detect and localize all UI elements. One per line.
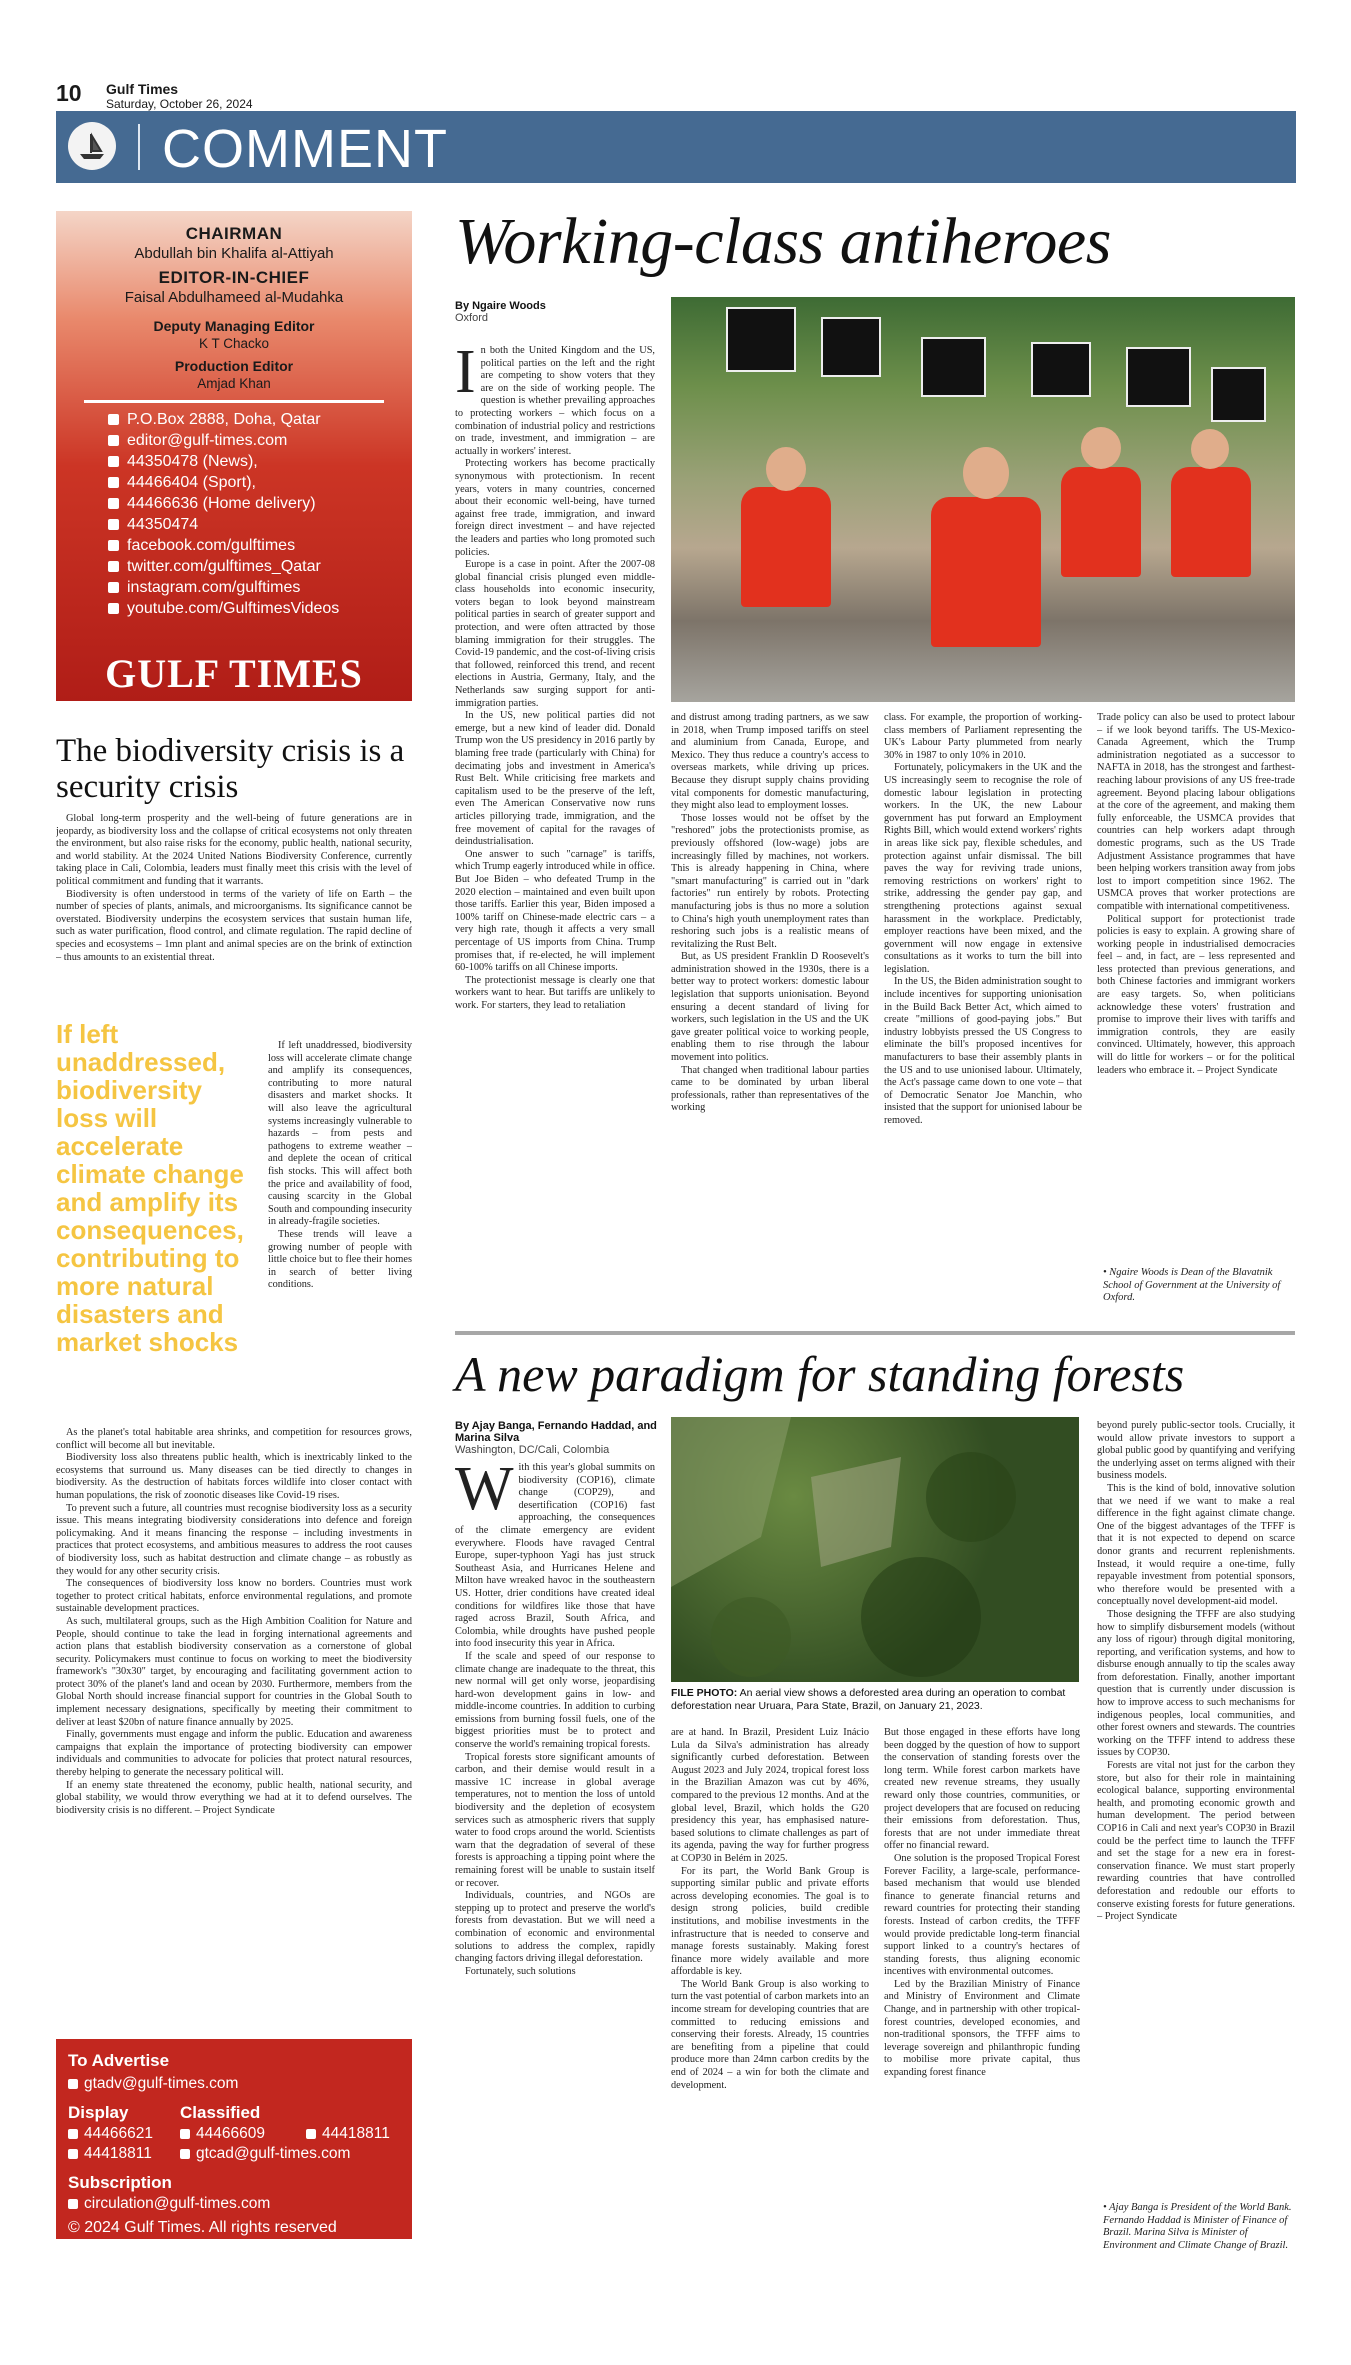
ship-logo-icon: [68, 122, 116, 170]
photo-caption: FILE PHOTO: An aerial view shows a deforested area during an operation to combat deforestation near Uruara, Para State, Brazil, on January 21, 2023.: [671, 1687, 1066, 1712]
article1-author: By Ngaire Woods: [455, 300, 546, 312]
section-divider: [455, 1331, 1295, 1335]
forest-texture: [671, 1417, 1079, 1682]
email-icon: [68, 2079, 78, 2089]
contact-list: [56, 409, 412, 619]
chairman-name: Abdullah bin Khalifa al-Attiyah: [134, 245, 334, 262]
email-icon: [108, 435, 119, 446]
left-body: As the planet's total habitable area shrinks, and competition for resources grows, conflict will become all but inevitable. Biodiversity loss also threatens public health, which is inextricably linked to the ecosystems that surround us. Many diseases can be tied directly to changes in biodiversity. As the destruction of habitats forces wildlife into closer contact with human populations, the risk of zoonotic diseases like Covid-19 rises. To prevent such a future, all countries must recognise biodiversity loss as a security issue. This means integrating biodiversity considerations into defence and foreign policymaking. And it means financing the response – including investments in practices that protect ecosystems, and ambitious measures to address the root causes of biodiversity loss, such as habitat destruction and climate change – as robustly as they would for any other security crisis. The consequences of biodiversity loss know no borders. Countries must work together to protect critical habitats, enforce environmental regulations, and promote sustainable development practices. As such, multilateral groups, such as the High Ambition Coalition for Nature and People, should continue to take the lead in forging international agreements and action plans that establish biodiversity conservation as a cornerstone of global security. Policymakers must continue to focus on working to meet the biodiversity framework's "30x30" target, by encouraging and facilitating government action to protect 30% of the planet's land and ocean by 2030. Furthermore, members from the Global North should increase financial support for countries in the Global South to implement necessary designations, specifically by meeting their commitment to deliver at least $20bn of nature finance annually by 2025. Finally, governments must engage and inform the public. Education and awareness campaigns that explain the importance of protecting biodiversity can empower individuals and communities to advocate for policies that protect natural resources, thereby helping to generate the necessary political will. If an enemy state threatened the economy, public health, national security, and global stability, we would throw everything we had at it to defend ourselves. The biodiversity crisis is no different. – Project Syndicate: [56, 1427, 412, 1816]
instagram-icon: [108, 582, 119, 593]
article1-col-1: In both the United Kingdom and the US, political parties on the left and the right are competing to show voters that they are on the side of working people. The question is whether prevailing approaches to protecting workers – which focus on a combination of industrial policy and restrictions on trade, investment, and immigration – are actually in workers' interest. Protecting workers has become practically synonymous with protectionism. In recent years, voters in many countries, concerned about their economic well-being, have turned against free trade, immigration, and inward foreign direct investment – and have rejected the leaders and parties who long promoted such policies. Europe is a case in point. After the 2007-08 global financial crisis plunged even middle-class households into economic insecurity, voters began to look beyond mainstream political parties in search of greater support and protection, and were often attracted by those blaming immigration for their struggles. The Covid-19 pandemic, and the cost-of-living crisis that followed, reinforced this trend, and recent elections in Austria, Germany, Italy, and the Netherlands saw surging support for anti-immigration parties. In the US, new political parties did not emerge, but a new kind of leader did. Donald Trump won the US presidency in 2016 partly by blaming free trade (particularly with China) for decimating jobs and investment in America's Rust Belt. While criticising free markets and capitalism used to be the preserve of the left, even The American Conservative now runs articles pillorying trade, immigration, and the free movement of capital for the ravages of deindustrialisation. One answer to such "carnage" is tariffs, which Trump eagerly introduced while in office. But Joe Biden – who defeated Trump in the 2020 election – maintained and even built upon those tariffs. Earlier this year, Biden imposed a 100% tariff on Chinese-made electric cars – a very high rate, though it affects a very small percentage of US imports from China. Trump promises that, if re-elected, he will implement 60-100% tariffs on all Chinese imports. The protectionist message is clearly one that workers want to hear. But tariffs are unlikely to work. For starters, they lead to retaliation: [455, 345, 655, 1011]
article2-author-note: • Ajay Banga is President of the World Bank. Fernando Haddad is Minister of Finance of Brazil. Marina Silva is Minister of Environment and Climate Change of Brazil.: [1103, 2202, 1292, 2251]
deputy-name: K T Chacko: [198, 336, 270, 351]
editor-name: Faisal Abdulhameed al-Mudahka: [124, 289, 344, 306]
email-icon: [180, 2149, 190, 2159]
chairman-role: CHAIRMAN: [185, 224, 283, 243]
x-icon: [108, 561, 119, 572]
subscription-title: Subscription: [68, 2173, 172, 2192]
gulf-times-logo: GULF TIMES: [105, 651, 363, 696]
left-intro: Global long-term prosperity and the well-being of future generations are in jeopardy, as biodiversity loss and the collapse of critical ecosystems not only threaten the environment, but also raise risks for the economy, public health, national security, and world stability. At the 2024 United Nations Biodiversity Conference, currently taking place in Cali, Colombia, leaders must finally meet this crisis with the level of political commitment and funding that it warrants. Biodiversity is often understood in terms of the variety of life on Earth – the number of species of plants, animals, and microorganisms. Its significance cannot be overstated. Biodiversity underpins the ecosystem services that sustain human life, such as water purification, flood control, and climate regulation. The rapid decline of species and ecosystems – 1mn plant and animal species are on the brink of extinction – thus amounts to an existential threat.: [56, 813, 412, 963]
advertise-box: [56, 2039, 412, 2239]
article2-col-1: With this year's global summits on biodiversity (COP16), climate change (COP29), and desertification (COP16) fast approaching, the consequences of the climate emergency are evident everywhere. Floods have ravaged Central Europe, super-typhoon Yagi has just struck Southeast Asia, and Hurricanes Helene and Milton have wreaked havoc in the southeastern US. Hotter, drier conditions have created ideal conditions for wildfires like those that have raged across Brazil, South Africa, and Colombia, while droughts have pushed people into food insecurity this year in Africa. If the scale and speed of our response to climate change are inadequate to the threat, this new normal will get only worse, jeopardising hard-won development gains in low- and middle-income countries. In addition to curbing emissions from burning fossil fuels, one of the biggest priorities must be to protect and conserve the world's remaining tropical forests. Tropical forests store significant amounts of carbon, and their demise would result in a massive 1C increase in global average temperatures, not to mention the loss of untold biodiversity and the depletion of ecosystem services such as atmospheric rivers that supply water to food crops around the world. Scientists warn that the degradation of several of these forests is approaching a tipping point where the remaining forest will be unable to sustain itself or recover. Individuals, countries, and NGOs are stepping up to protect and preserve the world's forests from devastation. But we will need a combination of economic and environmental solutions to address the complex, rapidly changing factors driving illegal deforestation. Fortunately, such solutions: [455, 1462, 655, 1977]
article2-byline: [455, 1420, 660, 1456]
email-link[interactable]: editor@gulf-times.com: [108, 430, 412, 451]
phone-icon: [108, 498, 119, 509]
advertise-title: To Advertise: [68, 2051, 170, 2070]
article2-col-3: But those engaged in these efforts have long been dogged by the question of how to support the conservation of standing forests over the long term. While forest carbon markets have created new revenue streams, they usually reward only those countries, communities, or project developers that are focused on reducing their emissions from deforestation. Thus, forests that are not under immediate threat offer no financial reward. One solution is the proposed Tropical Forest Forever Facility, a large-scale, performance-based mechanism that would use blended finance to generate financial returns and reward countries for protecting their standing forests. Instead of carbon credits, the TFFF would provide predictable long-term financial support linked to a country's hectares of standing forests, thus aligning economic incentives with environmental outcomes. Led by the Brazilian Ministry of Finance and Ministry of Environment and Climate Change, and in partnership with other tropical-forest countries, developed economies, and non-traditional sponsors, the TFFF aims to leverage sovereign and philanthropic funding to mobilise more private capital, thus expanding forest finance: [884, 1727, 1080, 2079]
classified-title: Classified: [180, 2103, 261, 2122]
left-headline: The biodiversity crisis is a security crisis: [56, 733, 405, 805]
deputy-role: Deputy Managing Editor: [153, 318, 315, 334]
article2-col-2: are at hand. In Brazil, President Luiz Inácio Lula da Silva's administration has already significantly curbed deforestation. Between August 2023 and July 2024, tropical forest loss in the Brazilian Amazon was cut by 46%, compared to the previous 12 months. And at the global level, Brazil, which holds the G20 presidency this year, has emphasised nature-based solutions to climate challenges as part of its agenda, paving the way for further progress at COP30 in Belém in 2025. For its part, the World Bank Group is supporting similar public and private efforts across developing economies. The goal is to design strong policies, build credible institutions, and mobilise investments in the infrastructure that is needed to conserve and manage forests sustainably. Making forest finance more widely available and more affordable is key. The World Bank Group is also working to turn the vast potential of carbon markets into an income stream for developing countries that are committed to reducing emissions and conserving their forests. Already, 15 countries are benefiting from a pipeline that could produce more than 24mn carbon credits by the end of 2024 – a win for both the climate and development.: [671, 1727, 869, 2091]
fax: 44350474: [108, 514, 412, 535]
production-role: Production Editor: [174, 358, 294, 374]
fax-icon: [108, 519, 119, 530]
phone-icon: [108, 456, 119, 467]
youtube-icon: [108, 603, 119, 614]
address: P.O.Box 2888, Doha, Qatar: [108, 409, 412, 430]
email-icon: [68, 2199, 78, 2209]
paper-name: Gulf Times: [106, 81, 179, 97]
copyright: © 2024 Gulf Times. All rights reserved: [68, 2219, 337, 2236]
production-name: Amjad Khan: [197, 376, 271, 391]
article2-col-4: beyond purely public-sector tools. Crucially, it would allow private investors to support a global public good by quantifying and verifying the underlying asset on terms aligned with their business models. This is the kind of bold, innovative solution that we need if we want to make a real difference in the fight against climate change. One of the biggest advantages of the TFFF is that it is not expected to depend on scarce donor grants and recurrent replenishments. Instead, it would require a one-time, fully repayable investment from potential sponsors, who therefore would be presented with a conceptually novel development-aid model. Those designing the TFFF are also studying how to simplify disbursement models (without any loss of rigour) through digital monitoring, reporting, and verification systems, and how to disburse enough annually to tip the scales away from deforestation. Finally, another important question that is currently under discussion is how to improve access to such mechanisms for indigenous peoples, local communities, and other forest owners and stewards. The countries working on the TFFF intend to address these issues by COP30. Forests are vital not just for the carbon they store, but also for their role in maintaining ecological balance, supporting environmental health, and promoting economic growth and human development. The period between COP16 in Cali and next year's COP30 in Brazil could be the perfect time to launch the TFFF and set the stage for a new era in forest-conservation finance. We must start properly rewarding countries that have controlled deforestation and redouble our efforts to conserve existing forests for future generations. – Project Syndicate: [1097, 1420, 1295, 1923]
staff-box: [56, 211, 412, 701]
masthead: [106, 82, 253, 112]
article1-col-4: Trade policy can also be used to protect labour – if we look beyond tariffs. The US-Mexico-Canada Agreement, which the Trump administration negotiated as a successor to NAFTA in 2018, has the strongest and farthest-reaching labour provisions of any US free-trade agreement. Beyond placing labour obligations at the core of the agreement, and making them fully enforceable, the USMCA provides that countries can help workers adapt through domestic programs, such as the US Trade Adjustment Assistance programmes that have been helping workers transition away from jobs lost to import competition since 1962. The USMCA proves that worker protections are compatible with international competitiveness. Political support for protectionist trade policies is easy to explain. A growing share of working people in industrialised democracies feel – and, in fact, are – less represented and less protected than previous generations, and both Chinese factories and immigrant workers are easy targets. So, when politicians acknowledge these voters' frustration and promise to improve their lives with tariffs and immigration controls, they are easily convinced. Ultimately, however, this approach will do little for workers – or for the political leaders who embrace it. – Project Syndicate: [1097, 712, 1295, 1076]
phone-icon: [306, 2129, 316, 2139]
article1-col-2: and distrust among trading partners, as we saw in 2018, when Trump imposed tariffs on steel and aluminium from Canada, Europe, and Mexico. They thus reduce a country's access to overseas markets, while driving up prices. Because they disrupt supply chains providing vital components for domestic manufacturing, they might also lead to employment losses. Those losses would not be offset by the "reshored" jobs the protectionists promise, as previously offshored (low-wage) jobs are increasingly filled by machines, not workers. This is already happening in China, where "smart manufacturing" is carried out in "dark factories" run entirely by robots. Protecting manufacturing jobs is thus no more a solution to China's high youth unemployment rates than reshoring such jobs is a realistic means of revitalizing the Rust Belt. But, as US president Franklin D Roosevelt's administration showed in the 1930s, there is a better way to protect workers: domestic labour legislation that supports unionisation. Beyond ensuring a decent standard of living for workers, such legislation in the US and the UK gave greater political voice to working people, enabling them to rise through the labour movement into politics. That changed when traditional labour parties came to be dominated by urban liberal professionals, rather than representatives of the working: [671, 712, 869, 1114]
article1-col-3: class. For example, the proportion of working-class members of Parliament representing the UK's Labour Party plummeted from nearly 30% in 1987 to only 10% in 2010. Fortunately, policymakers in the UK and the US increasingly seem to recognise the role of domestic labour legislation in protecting workers. In the UK, the new Labour government has put forward an Employment Rights Bill, which would extend workers' rights in areas like sick pay, flexible schedules, and protection against unfair dismissal. The bill paves the way for reviving trade unions, removing restrictions on workers' right to strike, addressing the gender pay gap, and strengthening protections against sexual harassment in the workplace. Predictably, employer reactions have been mixed, and the government will now engage in extensive consultations as it works to turn the bill into legislation. In the US, the Biden administration sought to include incentives for supporting unionisation in the Build Back Better Act, which aimed to create "millions of good-paying jobs." But industry lobbyists pressed the US Congress to eliminate the bill's proposed incentives for manufacturers to base their assembly plants in the US and to use unionised labour. Ultimately, the Act's passage came down to one vote – that of Democratic Senator Joe Manchin, who insisted that the support for unionised labour be removed.: [884, 712, 1082, 1126]
phone-delivery[interactable]: 44466636 (Home delivery): [108, 493, 412, 514]
display-title: Display: [68, 2103, 129, 2122]
phone-icon: [68, 2129, 78, 2139]
twitter-link[interactable]: twitter.com/gulftimes_Qatar: [108, 556, 412, 577]
display-phone-1[interactable]: 44466621: [68, 2125, 153, 2143]
article1-location: Oxford: [455, 312, 489, 324]
article1-headline: Working-class antiheroes: [455, 205, 1111, 278]
classified-phone-2[interactable]: 44418811: [306, 2125, 390, 2143]
section-separator: [138, 124, 140, 170]
facebook-icon: [108, 540, 119, 551]
youtube-link[interactable]: youtube.com/GulftimesVideos: [108, 598, 412, 619]
protest-photo: [671, 297, 1295, 702]
page-number: 10: [56, 80, 82, 106]
forest-aerial-photo: [671, 1417, 1079, 1682]
phone-icon: [68, 2149, 78, 2159]
phone-sport[interactable]: 44466404 (Sport),: [108, 472, 412, 493]
classified-phone-1[interactable]: 44466609: [180, 2125, 265, 2143]
subscription-email[interactable]: circulation@gulf-times.com: [68, 2195, 270, 2213]
article2-author: By Ajay Banga, Fernando Haddad, and Marina Silva: [455, 1420, 657, 1444]
article1-author-note: • Ngaire Woods is Dean of the Blavatnik School of Government at the University of Oxford.: [1103, 1267, 1281, 1303]
classified-email[interactable]: gtcad@gulf-times.com: [180, 2145, 350, 2163]
section-title: COMMENT: [162, 119, 448, 179]
advertise-email[interactable]: gtadv@gulf-times.com: [68, 2075, 238, 2093]
article1-byline: [455, 300, 655, 324]
staff-divider: [84, 400, 384, 403]
editor-role: EDITOR-IN-CHIEF: [158, 268, 310, 287]
phone-icon: [108, 477, 119, 488]
instagram-link[interactable]: instagram.com/gulftimes: [108, 577, 412, 598]
article2-location: Washington, DC/Cali, Colombia: [455, 1444, 610, 1456]
phone-icon: [180, 2129, 190, 2139]
mail-icon: [108, 414, 119, 425]
phone-news[interactable]: 44350478 (News),: [108, 451, 412, 472]
issue-date: Saturday, October 26, 2024: [106, 97, 253, 111]
article2-headline: A new paradigm for standing forests: [455, 1346, 1185, 1402]
pull-quote: If left unaddressed, biodiversity loss will accelerate climate change and amplify its consequences, contributing to more natural disasters and market shocks: [56, 1019, 244, 1357]
left-side-column: If left unaddressed, biodiversity loss will accelerate climate change and amplify its consequences, contributing to more natural disasters and market shocks. It will also leave the agricultural systems increasingly vulnerable to hazards – from pests and pathogens to extreme weather – and deplete the ocean of critical fish stocks. This will affect both the price and availability of food, causing scarcity in the Global South and compounding insecurity in already-fragile societies. These trends will leave a growing number of people with little choice but to flee their homes in search of better living conditions.: [268, 1040, 412, 1291]
facebook-link[interactable]: facebook.com/gulftimes: [108, 535, 412, 556]
display-phone-2[interactable]: 44418811: [68, 2145, 152, 2163]
